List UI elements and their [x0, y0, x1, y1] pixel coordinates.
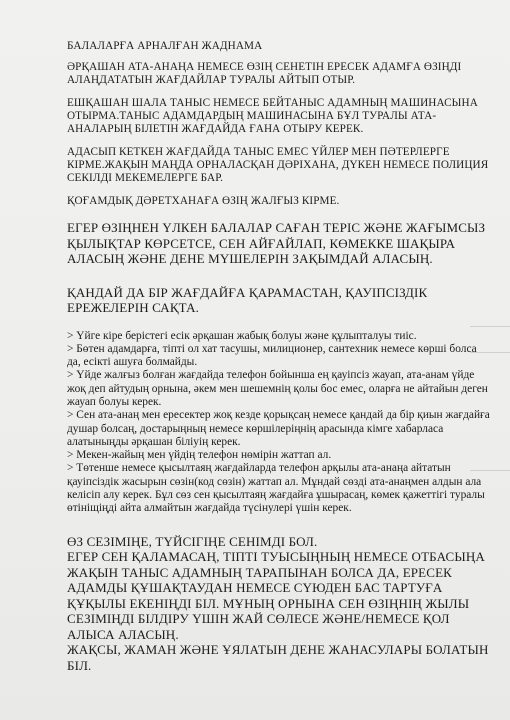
document-title: БАЛАЛАРҒА АРНАЛҒАН ЖАДНАМА [67, 40, 263, 52]
list-item: > Мекен-жайың мен үйдің телефон нөмірін жаттап ал. [67, 449, 332, 462]
closing-line-refuse: ЕГЕР СЕН ҚАЛАМАСАҢ, ТІПТІ ТУЫСЫҢНЫҢ НЕМЕСЕ ОТБАСЫҢА ЖАҚЫН ТАНЫС АДАМНЫҢ ТАРАПЫНАН БОЛСА ДА, ЕРЕСЕК АДАМДЫ ҚҰШАҚТАУДАН НЕМЕСЕ СҮЮДЕН БАС ТАРТУҒА ҚҰҚЫЛЫ ЕКЕНІҢДІ БІЛ. МҰНЫҢ ОРНЫНА СЕН ӨЗІҢНІҢ ЖЫЛЫ СЕЗІМІҢДІ БІЛДІРУ ҮШІН ЖАЙ СӨЛЕСЕ ЖӘНЕ/НЕМЕСЕ ҚОЛ АЛЫСА АЛАСЫҢ. [67, 549, 485, 642]
paragraph-cars: ЕШҚАШАН ШАЛА ТАНЫС НЕМЕСЕ БЕЙТАНЫС АДАМНЫҢ МАШИНАСЫНА ОТЫРМА.ТАНЫС АДАМДАРДЫҢ МАШИНАСЫНА БҰЛ ТУРАЛЫ АТА-АНАЛАРЫҢ БІЛЕТІН ЖАҒДАЙДА ҒАНА ОТЫРУ КЕРЕК. [67, 97, 478, 135]
paragraph-tell-parents: ӘРҚАШАН АТА-АНАҢА НЕМЕСЕ ӨЗІҢ СЕНЕТІН ЕРЕСЕК АДАМҒА ӨЗІҢДІ АЛАҢДАТАТЫН ЖАҒДАЙЛАР ТУРАЛЫ АЙТЫП ОТЫР. [67, 61, 462, 86]
list-item: > Сен ата-анаң мен ересектер жоқ кезде қорықсаң немесе қандай да бір қиын жағдайға душар болсаң, достарыңның немесе көршілеріңнің арасында кімге хабарласа алатыныңды әрқашан біліуің керек. [67, 409, 490, 448]
paragraph-older-children: ЕГЕР ӨЗІҢНЕН ҮЛКЕН БАЛАЛАР САҒАН ТЕРІС ЖӘНЕ ЖАҒЫМСЫЗ ҚЫЛЫҚТАР КӨРСЕТСЕ, СЕН АЙҒАЙЛАП, КӨМЕККЕ ШАҚЫРА АЛАСЫҢ ЖӘНЕ ДЕНЕ МҮШЕЛЕРІН ЗАҚЫМДАЙ АЛАСЫҢ. [67, 220, 486, 266]
list-item: > Төтенше немесе қысылтаяң жағдайларда телефон арқылы ата-анаңа айтатын қауіпсіздік жасырын сөзін(код сөзін) жаттап ал. Мұндай сөзді ата-анаңмен алдын ала келісіп алу керек. Бұл сөз сен қысылтаяң жағдайға ұшырасаң, көмек қажеттігі туралы өтініщіңді айта алмайтын жағдайда түсінулері үшін керек. [67, 462, 485, 515]
closing-line-trust: ӨЗ СЕЗІМІҢЕ, ТҮЙСІГІҢЕ СЕНІМДІ БОЛ. [67, 533, 318, 549]
list-item: > Үйге кіре берістегі есік әрқашан жабық болуы және құлыпталуы тиіс. [67, 329, 417, 342]
paragraph-safety-rules: ҚАНДАЙ ДА БІР ЖАҒДАЙҒА ҚАРАМАСТАН, ҚАУІПСІЗДІК ЕРЕЖЕЛЕРІН САҚТА. [67, 284, 428, 315]
closing-section [67, 534, 492, 674]
safety-rules-list [67, 330, 492, 516]
closing-line-touches: ЖАҚСЫ, ЖАМАН ЖӘНЕ ҰЯЛАТЫН ДЕНЕ ЖАНАСУЛАРЫ БОЛАТЫН БІЛ. [67, 642, 489, 673]
paragraph-toilet: ҚОҒАМДЫҚ ДӘРЕТХАНАҒА ӨЗІҢ ЖАЛҒЫЗ КІРМЕ. [67, 195, 340, 207]
list-item: > Үйде жалғыз болған жағдайда телефон бойынша ең қауіпсіз жауап, ата-анам үйде жоқ деп айтудың орнына, әкем мен шешемнің қолы бос емес, оларға не айтайын деген жауап болуы керек. [67, 369, 488, 408]
paragraph-lost: АДАСЫП КЕТКЕН ЖАҒДАЙДА ТАНЫС ЕМЕС ҮЙЛЕР МЕН ПӘТЕРЛЕРГЕ КІРМЕ.ЖАҚЫН МАҢДА ОРНАЛАСҚАН ДӘРІХАНА, ДҮКЕН НЕМЕСЕ ПОЛИЦИЯ СЕКІЛДІ МЕКЕМЕЛЕРГЕ БАР. [67, 146, 489, 184]
document-body [67, 40, 492, 673]
list-item: > Бөтен адамдарға, тіпті ол хат тасушы, милиционер, сантехник немесе көрші болса да, есікті ашуға болмайды. [67, 342, 477, 369]
